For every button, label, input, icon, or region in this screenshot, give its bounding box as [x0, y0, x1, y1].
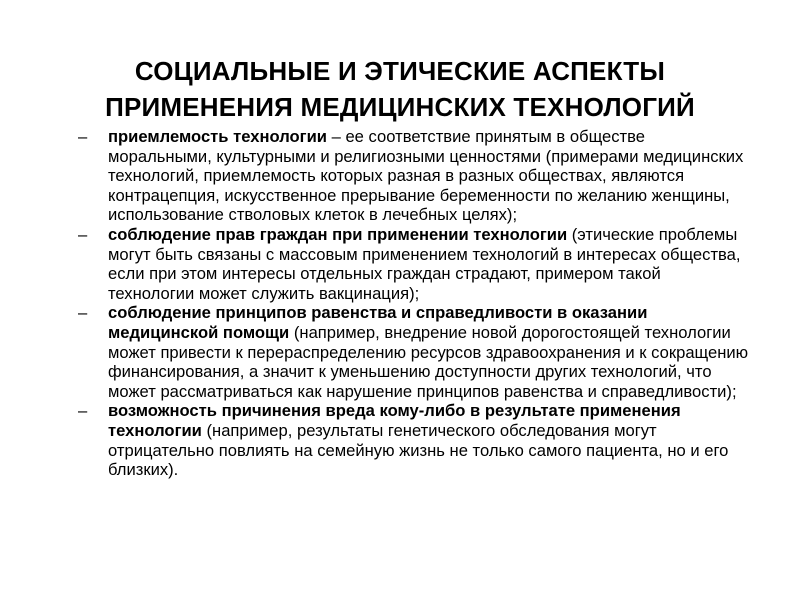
bullet-dash: – [78, 303, 88, 323]
bullet-dash: – [78, 224, 88, 244]
bullet-text: (этические проблемы могут быть связаны с массовым применением технологий в интересах общества, если при этом интересы отдельных граждан страдают, примером такой технологии может служить вакцинация); [108, 224, 741, 303]
slide-title-line-2: ПРИМЕНЕНИЯ МЕДИЦИНСКИХ ТЕХНОЛОГИЙ [105, 92, 695, 123]
bullet-heading: возможность причинения вреда кому-либо в результате применения технологии [108, 401, 681, 440]
bullet-item-equality-justice [78, 303, 750, 401]
bullet-item-acceptability [78, 127, 750, 225]
bullet-text: – ее соответствие принятым в обществе моральными, культурными и религиозными ценностями (примерами медицинских технологий, приемлемость которых разная в разных обществах, являются контрацепция, искусственное прерывание беременности по желанию женщины, использование стволовых клеток в лечебных целях); [108, 127, 744, 225]
bullet-heading: соблюдение прав граждан при применении технологии [108, 224, 568, 244]
slide-title-line-1: СОЦИАЛЬНЫЕ И ЭТИЧЕСКИЕ АСПЕКТЫ [134, 56, 666, 87]
bullet-text: (например, внедрение новой дорогостоящей технологии может привести к перераспределению ресурсов здравоохранения и к сокращению финансирования, а значит к уменьшению доступности других технологий, что может рассматриваться как нарушение принципов равенства и справедливости); [108, 322, 749, 401]
bullet-item-citizen-rights [78, 225, 750, 303]
bullet-dash: – [78, 127, 88, 146]
slide-title [20, 53, 780, 125]
bullet-dash: – [78, 401, 88, 421]
bullet-item-harm-possibility [78, 401, 750, 479]
bullet-text: (например, результаты генетического обследования могут отрицательно повлиять на семейную жизнь не только самого пациента, но и его близких). [108, 420, 729, 480]
bullet-list [78, 127, 750, 480]
bullet-heading: соблюдение принципов равенства и справедливости в оказании медицинской помощи [108, 303, 648, 342]
bullet-heading: приемлемость технологии [108, 127, 327, 146]
